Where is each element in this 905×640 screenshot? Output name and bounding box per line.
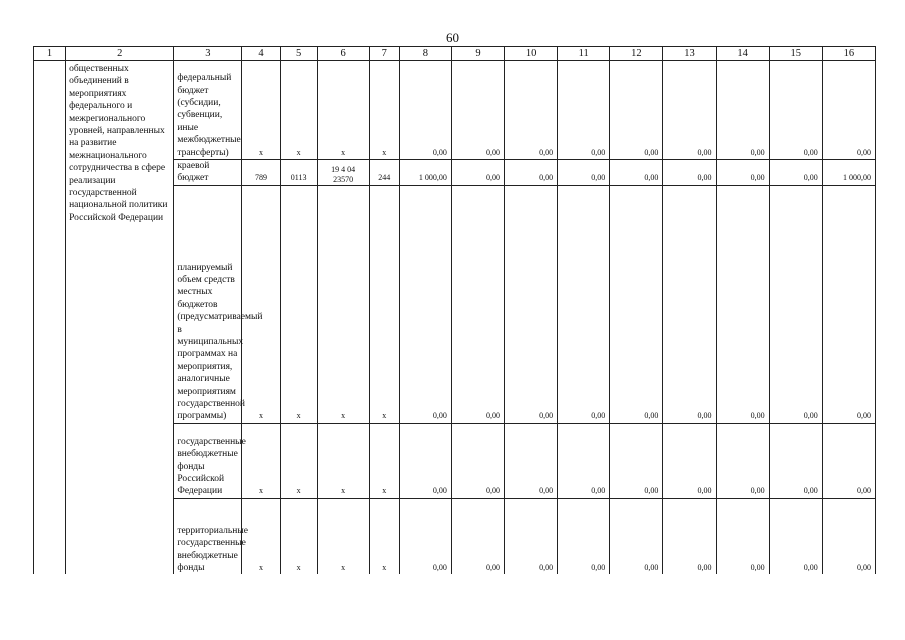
value-cell: 0,00 <box>399 423 451 498</box>
value-cell: 0,00 <box>822 423 875 498</box>
value-cell: 0,00 <box>505 185 558 423</box>
col-header: 6 <box>317 47 369 61</box>
value-cell: 0,00 <box>558 423 610 498</box>
code-cell: x <box>317 61 369 160</box>
funding-source: краевой бюджет <box>174 160 242 186</box>
code-cell: x <box>242 423 280 498</box>
col-header: 4 <box>242 47 280 61</box>
value-cell: 0,00 <box>716 423 769 498</box>
code-cell: 244 <box>369 160 399 186</box>
funding-source: государственные внебюджетные фонды Российской Федерации <box>174 423 242 498</box>
value-cell: 0,00 <box>716 185 769 423</box>
value-cell: 0,00 <box>558 61 610 160</box>
value-cell: 0,00 <box>663 61 716 160</box>
value-cell: 0,00 <box>769 160 822 186</box>
value-cell: 0,00 <box>399 498 451 574</box>
value-cell: 0,00 <box>399 185 451 423</box>
code-cell: x <box>242 185 280 423</box>
table-row <box>34 61 876 160</box>
value-cell: 0,00 <box>822 498 875 574</box>
value-cell: 0,00 <box>610 61 663 160</box>
funding-source: территориальные государственные внебюджетные фонды <box>174 498 242 574</box>
value-cell: 0,00 <box>451 185 504 423</box>
value-cell: 0,00 <box>610 498 663 574</box>
col-header: 11 <box>558 47 610 61</box>
value-cell: 0,00 <box>663 185 716 423</box>
code-cell: x <box>280 423 317 498</box>
budget-table <box>33 46 876 574</box>
code-cell: 19 4 04 23570 <box>317 160 369 186</box>
code-cell: x <box>317 423 369 498</box>
code-cell: x <box>369 423 399 498</box>
value-cell: 0,00 <box>610 185 663 423</box>
value-cell: 0,00 <box>716 61 769 160</box>
funding-source: федеральный бюджет (субсидии, субвенции, иные межбюджетные трансферты) <box>174 61 242 160</box>
code-cell: x <box>242 498 280 574</box>
code-cell: x <box>242 61 280 160</box>
col-header: 14 <box>716 47 769 61</box>
col-header: 10 <box>505 47 558 61</box>
value-cell: 0,00 <box>663 498 716 574</box>
col-header: 16 <box>822 47 875 61</box>
col-header: 15 <box>769 47 822 61</box>
value-cell: 0,00 <box>716 498 769 574</box>
value-cell: 0,00 <box>505 160 558 186</box>
value-cell: 0,00 <box>822 61 875 160</box>
value-cell: 0,00 <box>663 423 716 498</box>
col-header: 12 <box>610 47 663 61</box>
col-header: 2 <box>66 47 174 61</box>
value-cell: 0,00 <box>451 160 504 186</box>
value-cell: 0,00 <box>505 61 558 160</box>
page-number: 60 <box>446 30 459 45</box>
col-header: 3 <box>174 47 242 61</box>
value-cell: 0,00 <box>558 160 610 186</box>
value-cell: 0,00 <box>399 61 451 160</box>
value-cell: 1 000,00 <box>822 160 875 186</box>
value-cell: 0,00 <box>610 423 663 498</box>
value-cell: 0,00 <box>769 423 822 498</box>
col-header: 5 <box>280 47 317 61</box>
value-cell: 0,00 <box>610 160 663 186</box>
code-cell: x <box>369 498 399 574</box>
value-cell: 0,00 <box>505 498 558 574</box>
measure-description: общественных объединений в мероприятиях федерального и межрегионального уровней, направленных на развитие межнационального сотрудничества в сфере реализации государственной национальной политики Российской Федерации <box>66 61 174 575</box>
value-cell: 0,00 <box>558 498 610 574</box>
value-cell: 0,00 <box>822 185 875 423</box>
col-header: 1 <box>34 47 66 61</box>
value-cell: 0,00 <box>558 185 610 423</box>
code-cell: x <box>317 498 369 574</box>
code-cell: x <box>280 498 317 574</box>
value-cell: 0,00 <box>451 61 504 160</box>
code-cell: x <box>280 61 317 160</box>
value-cell: 0,00 <box>451 498 504 574</box>
code-cell: 0113 <box>280 160 317 186</box>
row-number-cell <box>34 61 66 575</box>
column-number-row <box>34 47 876 61</box>
value-cell: 0,00 <box>769 498 822 574</box>
code-cell: x <box>280 185 317 423</box>
code-cell: 789 <box>242 160 280 186</box>
col-header: 8 <box>399 47 451 61</box>
funding-source: планируемый объем средств местных бюджетов (предусматриваемый в муниципальных программах на мероприятия, аналогичные мероприятиям государственной программы) <box>174 185 242 423</box>
value-cell: 0,00 <box>769 61 822 160</box>
value-cell: 0,00 <box>716 160 769 186</box>
code-cell: x <box>369 61 399 160</box>
col-header: 13 <box>663 47 716 61</box>
value-cell: 0,00 <box>505 423 558 498</box>
value-cell: 1 000,00 <box>399 160 451 186</box>
col-header: 7 <box>369 47 399 61</box>
value-cell: 0,00 <box>769 185 822 423</box>
code-cell: x <box>317 185 369 423</box>
value-cell: 0,00 <box>663 160 716 186</box>
code-cell: x <box>369 185 399 423</box>
col-header: 9 <box>451 47 504 61</box>
value-cell: 0,00 <box>451 423 504 498</box>
